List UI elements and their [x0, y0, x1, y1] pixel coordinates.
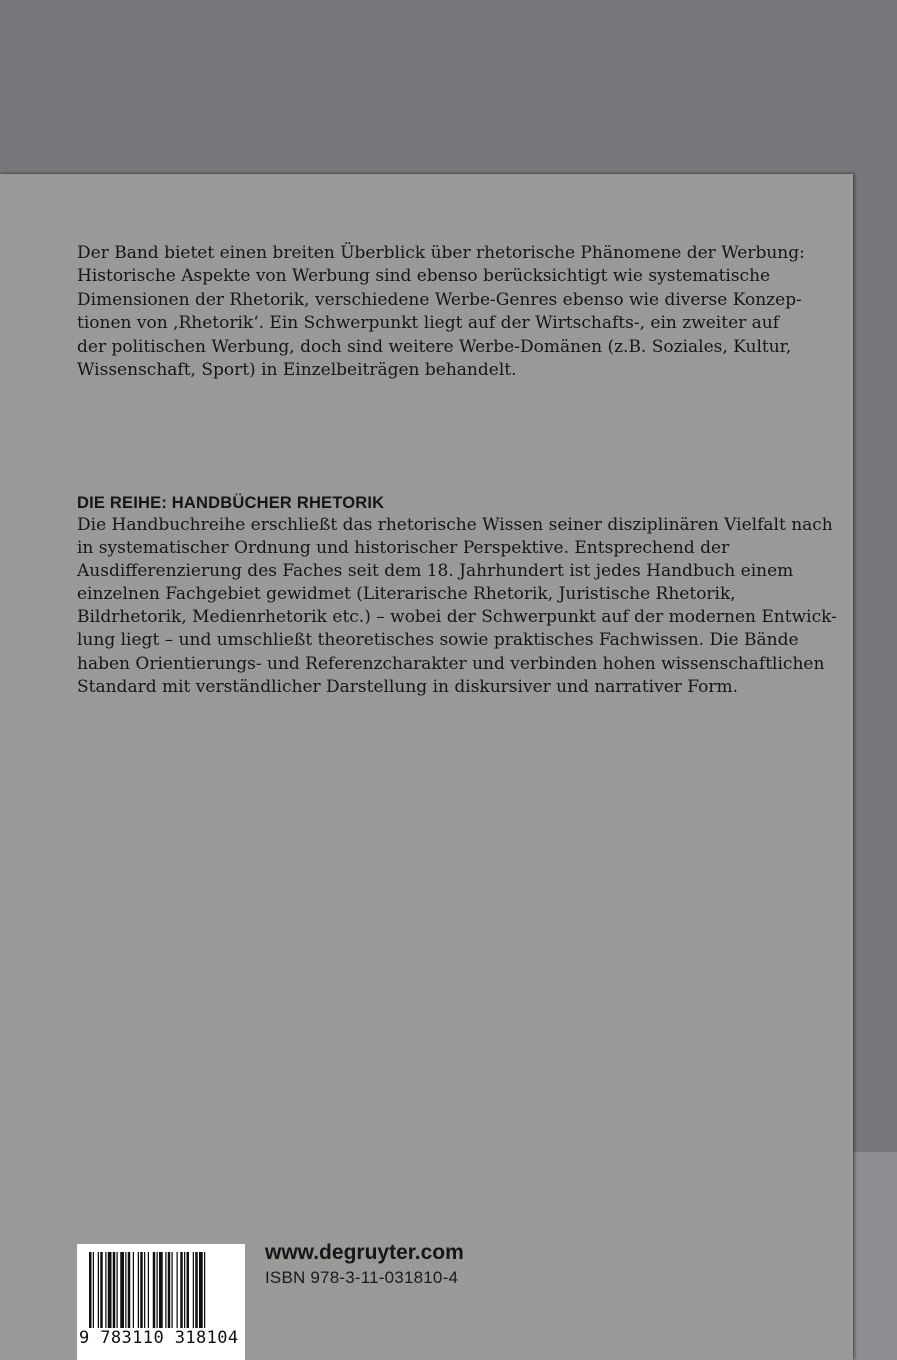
barcode: [77, 1244, 245, 1360]
series-line: haben Orientierungs- und Referenzcharakter und verbinden hohen wissenschaftlichen: [77, 653, 825, 674]
barcode-bar: [108, 1252, 112, 1328]
barcode-bar: [133, 1252, 134, 1328]
series-line: Ausdifferenzierung des Faches seit dem 18. Jahrhundert ist jedes Handbuch einem: [77, 561, 794, 582]
series-line: lung liegt – und umschließt theoretisches sowie praktisches Fachwissen. Die Bände: [77, 630, 799, 651]
barcode-bar: [125, 1252, 126, 1328]
series-heading: DIE REIHE: HANDBÜCHER RHETORIK: [77, 494, 385, 512]
blurb-line: Historische Aspekte von Werbung sind ebenso berücksichtigt wie systematische: [77, 266, 771, 287]
isbn: ISBN 978-3-11-031810-4: [265, 1268, 459, 1287]
barcode-bar: [195, 1252, 198, 1328]
barcode-bar: [89, 1252, 92, 1328]
barcode-bar: [120, 1252, 124, 1328]
barcode-bar: [177, 1252, 178, 1328]
series-line: in systematischer Ordnung und historischer Perspektive. Entsprechend der: [77, 538, 730, 559]
blurb-line: tionen von ‚Rhetorik‘. Ein Schwerpunkt liegt auf der Wirtschafts-, ein zweiter auf: [77, 313, 780, 334]
series-line: Standard mit verständlicher Darstellung in diskursiver und narrativer Form.: [77, 676, 739, 697]
barcode-bar: [144, 1252, 145, 1328]
barcode-bar: [199, 1252, 203, 1328]
publisher-url: www.degruyter.com: [265, 1241, 464, 1264]
series-line: Bildrhetorik, Medienrhetorik etc.) – wobei der Schwerpunkt auf der modernen Entwick-: [77, 607, 837, 628]
barcode-bar: [98, 1252, 99, 1328]
barcode-bar: [140, 1252, 143, 1328]
barcode-bar: [153, 1252, 156, 1328]
series-description: [77, 514, 837, 699]
blurb-line: Dimensionen der Rhetorik, verschiedene Werbe-Genres ebenso wie diverse Konzep-: [77, 289, 802, 310]
blurb-line: der politischen Werbung, doch sind weitere Werbe-Domänen (z.B. Soziales, Kultur,: [77, 336, 792, 357]
barcode-bar: [148, 1252, 149, 1328]
book-blurb: [77, 242, 805, 382]
barcode-bar: [159, 1252, 163, 1328]
barcode-bar: [100, 1252, 103, 1328]
barcode-bar: [157, 1252, 158, 1328]
barcode-bar: [105, 1252, 106, 1328]
barcode-bars-icon: [89, 1252, 233, 1330]
blurb-line: Der Band bietet einen breiten Überblick über rhetorische Phänomene der Werbung:: [77, 243, 805, 263]
barcode-bar: [193, 1252, 194, 1328]
series-line: einzelnen Fachgebiet gewidmet (Literarische Rhetorik, Juristische Rhetorik,: [77, 584, 736, 605]
blurb-line: Wissenschaft, Sport) in Einzelbeiträgen behandelt.: [77, 360, 517, 381]
barcode-bar: [93, 1252, 94, 1328]
barcode-bar: [165, 1252, 166, 1328]
barcode-bar: [172, 1252, 173, 1328]
barcode-bar: [117, 1252, 118, 1328]
barcode-bar: [180, 1252, 183, 1328]
barcode-bar: [128, 1252, 131, 1328]
barcode-bar: [138, 1252, 139, 1328]
barcode-bar: [113, 1252, 116, 1328]
barcode-bar: [187, 1252, 190, 1328]
barcode-bar: [184, 1252, 185, 1328]
barcode-bar: [168, 1252, 171, 1328]
background-strip: [852, 1152, 897, 1360]
barcode-bar: [204, 1252, 205, 1328]
barcode-digits: 9 783110 318104: [79, 1328, 239, 1348]
series-line: Die Handbuchreihe erschließt das rhetorische Wissen seiner disziplinären Vielfalt nach: [77, 515, 833, 535]
